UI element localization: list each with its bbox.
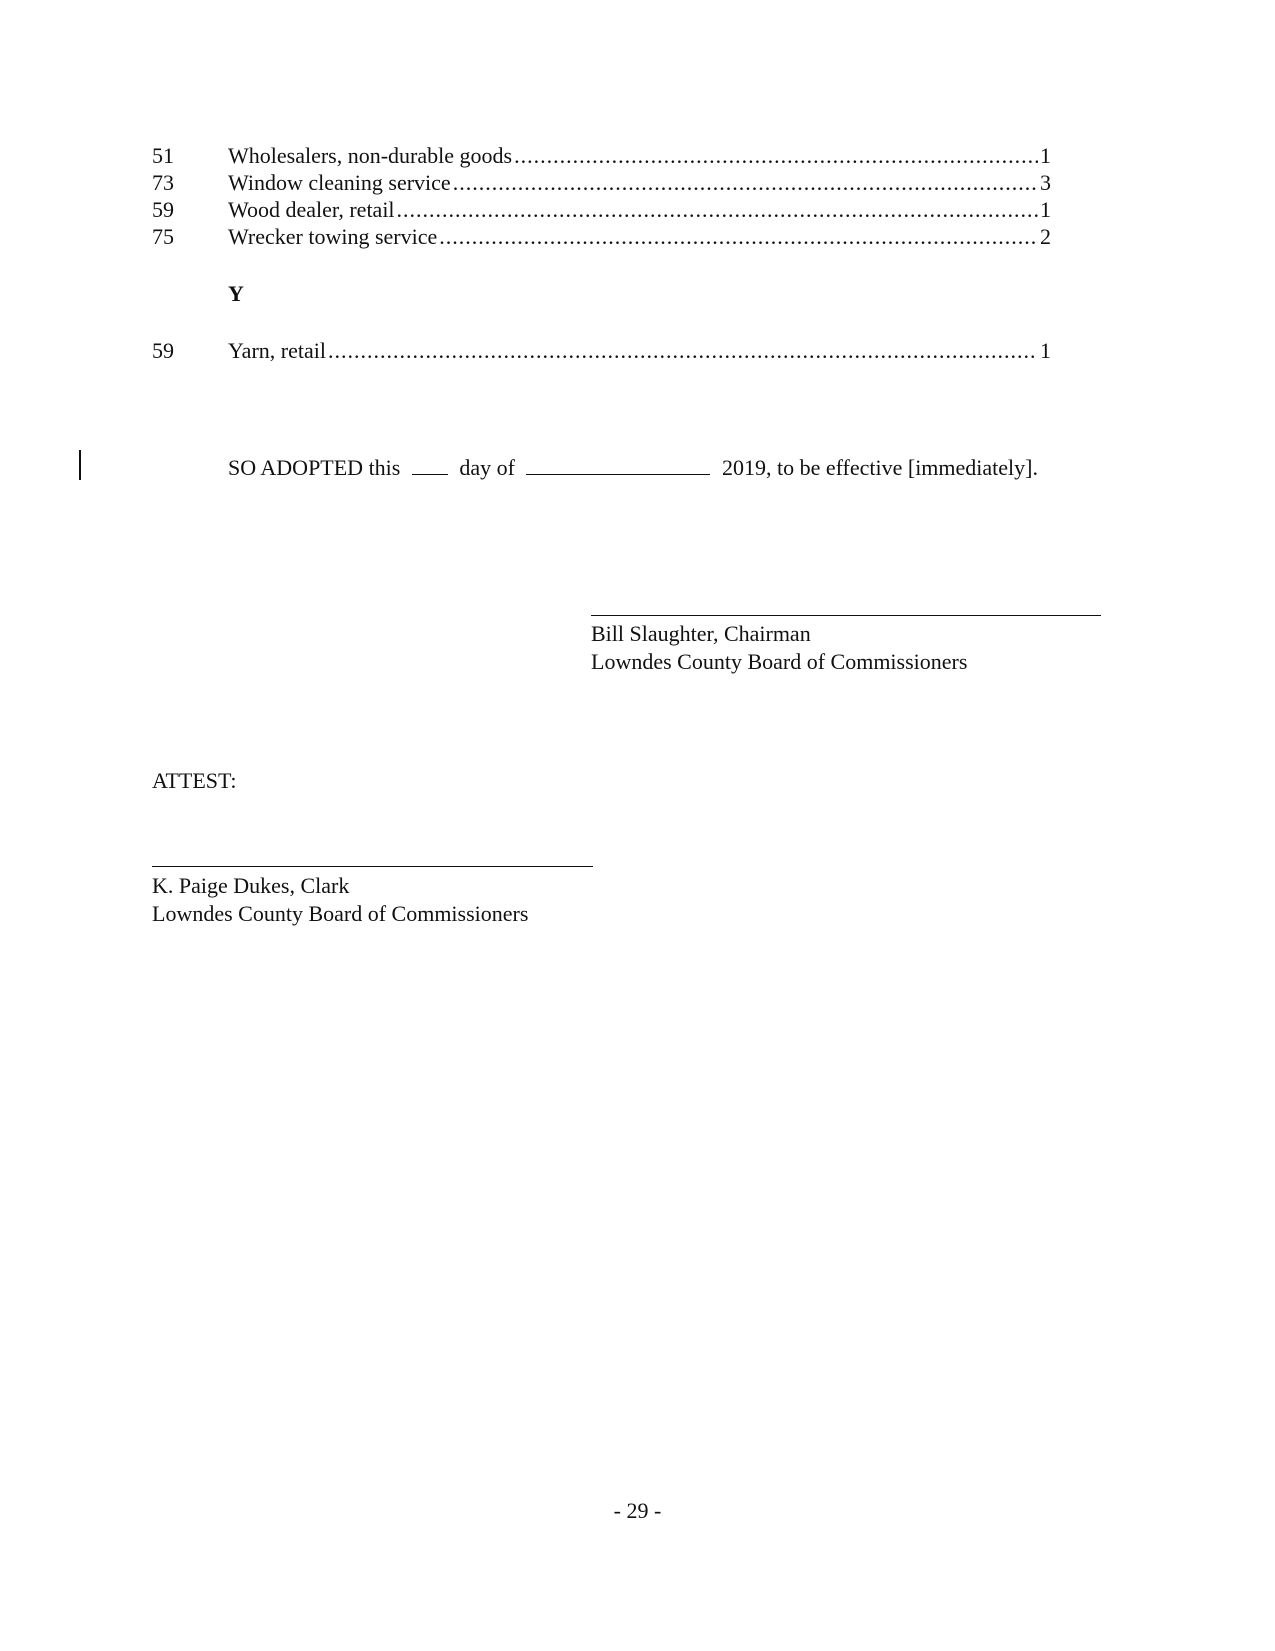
entry-code: 75 (152, 224, 174, 249)
day-blank (412, 456, 448, 475)
month-blank (526, 456, 710, 475)
entry-count: 2 (1040, 224, 1051, 249)
entry-description: Yarn, retail (228, 338, 326, 363)
adoption-statement (228, 453, 1038, 483)
chairman-signature-line (591, 615, 1101, 616)
entry-description: Wood dealer, retail (228, 197, 395, 222)
dot-leader (439, 222, 1038, 252)
page-number: - 29 - (613, 1498, 662, 1523)
entry-description: Window cleaning service (228, 170, 451, 195)
clerk-name: K. Paige Dukes, Clark (152, 873, 350, 898)
entry-leader (228, 222, 1051, 252)
dot-leader (397, 195, 1038, 225)
adoption-suffix: 2019, to be effective [immediately]. (721, 455, 1038, 480)
dot-leader (453, 168, 1038, 198)
entry-description: Wrecker towing service (228, 224, 438, 249)
section-heading-y: Y (228, 281, 244, 306)
entry-leader (228, 195, 1051, 225)
entry-code: 59 (152, 197, 174, 222)
attest-label: ATTEST: (152, 768, 237, 793)
entry-count: 1 (1040, 197, 1051, 222)
entry-count: 3 (1040, 170, 1051, 195)
entry-code: 73 (152, 170, 174, 195)
entry-count: 1 (1040, 338, 1051, 363)
entry-code: 59 (152, 338, 174, 363)
list-item (152, 141, 1052, 171)
entry-description: Wholesalers, non-durable goods (228, 143, 513, 168)
dot-leader (514, 141, 1038, 171)
entry-leader (228, 336, 1051, 366)
dot-leader (328, 336, 1038, 366)
chairman-organization: Lowndes County Board of Commissioners (591, 649, 968, 674)
entry-leader (228, 141, 1051, 171)
adoption-middle: day of (459, 455, 515, 480)
entry-leader (228, 168, 1051, 198)
clerk-signature-line (152, 866, 593, 867)
revision-change-bar (79, 450, 81, 480)
list-item (152, 222, 1052, 252)
chairman-name: Bill Slaughter, Chairman (591, 621, 811, 646)
list-item (152, 336, 1052, 366)
adoption-prefix: SO ADOPTED this (228, 455, 401, 480)
list-item (152, 168, 1052, 198)
clerk-organization: Lowndes County Board of Commissioners (152, 901, 529, 926)
entry-count: 1 (1040, 143, 1051, 168)
entry-code: 51 (152, 143, 174, 168)
list-item (152, 195, 1052, 225)
